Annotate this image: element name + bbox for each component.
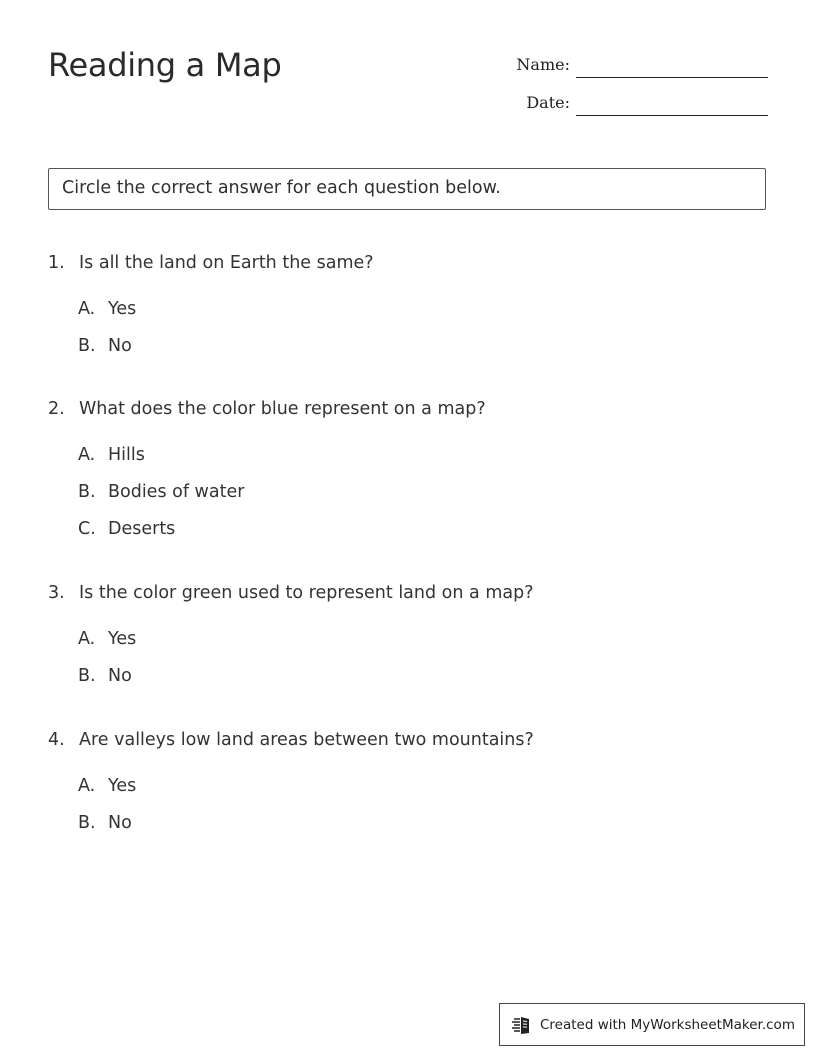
question-4 — [48, 729, 768, 849]
answer-option[interactable] — [48, 481, 768, 518]
option-text: Yes — [108, 776, 137, 796]
option-letter: B. — [78, 336, 96, 356]
answer-option[interactable] — [48, 518, 768, 555]
question-text — [48, 398, 768, 420]
answer-option[interactable] — [48, 335, 768, 372]
option-letter: A. — [78, 299, 96, 319]
question-label: Is the color green used to represent land on a map? — [79, 583, 534, 603]
question-label: Are valleys low land areas between two mountains? — [79, 730, 534, 750]
question-text — [48, 729, 768, 751]
answer-option[interactable] — [48, 628, 768, 665]
footer-text: Created with MyWorksheetMaker.com — [540, 1016, 795, 1033]
option-text: Hills — [108, 445, 145, 465]
question-number: 1. — [48, 253, 65, 273]
option-letter: B. — [78, 813, 96, 833]
date-field[interactable] — [486, 90, 768, 116]
worksheet-maker-logo-icon — [510, 1014, 532, 1036]
option-text: No — [108, 336, 132, 356]
question-text — [48, 252, 768, 274]
answer-options — [48, 628, 768, 702]
question-label: What does the color blue represent on a map? — [79, 399, 486, 419]
question-text — [48, 582, 768, 604]
option-text: Bodies of water — [108, 482, 245, 502]
question-label: Is all the land on Earth the same? — [79, 253, 374, 273]
option-letter: A. — [78, 445, 96, 465]
question-number: 2. — [48, 399, 65, 419]
question-2 — [48, 398, 768, 555]
answer-option[interactable] — [48, 444, 768, 481]
answer-options — [48, 298, 768, 372]
answer-option[interactable] — [48, 775, 768, 812]
option-text: No — [108, 666, 132, 686]
answer-option[interactable] — [48, 812, 768, 849]
answer-options — [48, 775, 768, 849]
question-1 — [48, 252, 768, 372]
option-text: Yes — [108, 629, 137, 649]
option-letter: B. — [78, 482, 96, 502]
answer-option[interactable] — [48, 298, 768, 335]
date-line[interactable] — [576, 115, 768, 116]
answer-option[interactable] — [48, 665, 768, 702]
option-letter: C. — [78, 519, 96, 539]
question-number: 3. — [48, 583, 65, 603]
footer-badge[interactable] — [499, 1003, 805, 1046]
page-title: Reading a Map — [48, 46, 282, 84]
date-label: Date: — [526, 93, 570, 112]
instructions-box: Circle the correct answer for each question below. — [48, 168, 766, 210]
name-label: Name: — [516, 55, 570, 74]
option-letter: A. — [78, 776, 96, 796]
name-line[interactable] — [576, 77, 768, 78]
name-field[interactable] — [486, 52, 768, 78]
option-text: Yes — [108, 299, 137, 319]
question-3 — [48, 582, 768, 702]
option-letter: A. — [78, 629, 96, 649]
answer-options — [48, 444, 768, 555]
option-text: Deserts — [108, 519, 176, 539]
option-text: No — [108, 813, 132, 833]
question-number: 4. — [48, 730, 65, 750]
option-letter: B. — [78, 666, 96, 686]
